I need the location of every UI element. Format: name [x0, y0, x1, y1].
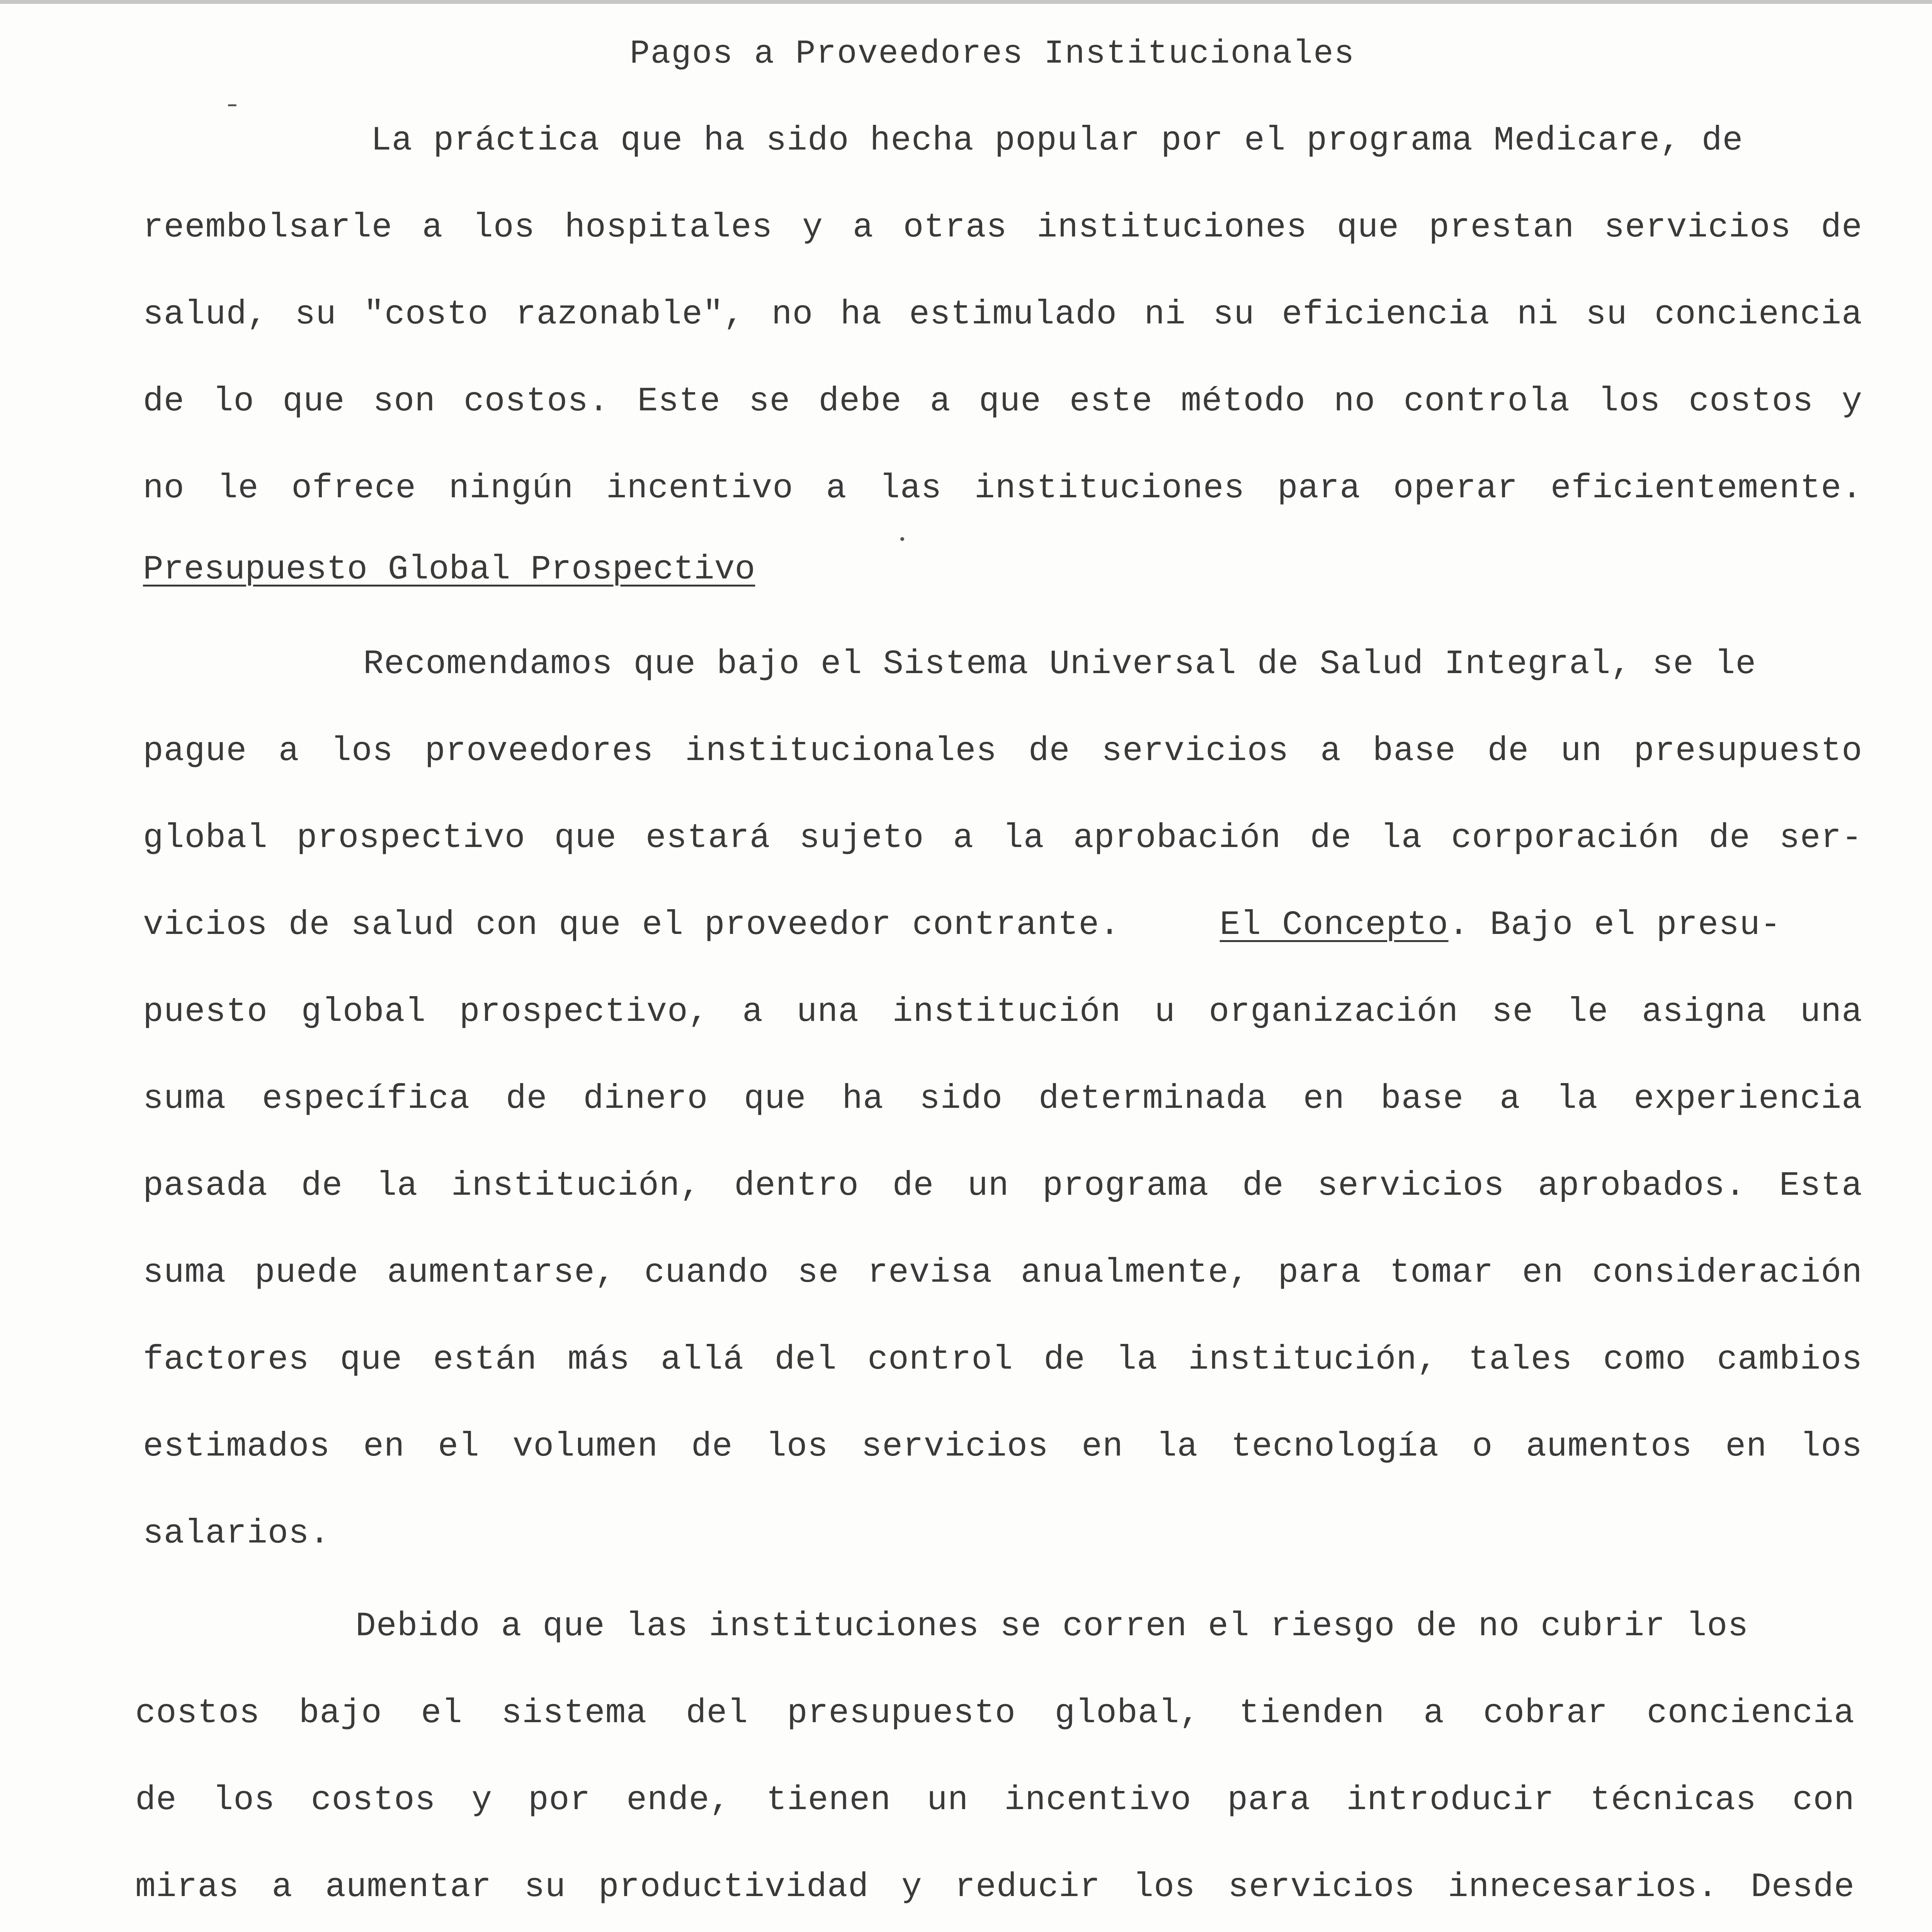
text-line: salarios. — [143, 1515, 330, 1553]
text-segment: . Bajo el presu- — [1448, 906, 1781, 944]
text-line: pasada de la institución, dentro de un programa de servicios aprobados. Esta — [143, 1167, 1862, 1205]
text-line: de los costos y por ende, tienen un incentivo para introducir técnicas con — [135, 1781, 1855, 1820]
scan-speck — [228, 104, 236, 106]
section-heading: Presupuesto Global Prospectivo — [143, 551, 755, 589]
text-line: Recomendamos que bajo el Sistema Universal de Salud Integral, se le — [363, 645, 1757, 684]
text-line: de lo que son costos. Este se debe a que este método no controla los costos y — [143, 383, 1862, 421]
text-line: salud, su "costo razonable", no ha estimulado ni su eficiencia ni su conciencia — [143, 296, 1862, 334]
text-line: no le ofrece ningún incentivo a las instituciones para operar eficientemente. — [143, 469, 1862, 508]
text-line: pague a los proveedores institucionales de servicios a base de un presupuesto — [143, 732, 1862, 770]
text-line: global prospectivo que estará sujeto a la aprobación de la corporación de ser- — [143, 819, 1862, 857]
text-line: suma puede aumentarse, cuando se revisa anualmente, para tomar en consideración — [143, 1254, 1862, 1292]
page-title: Pagos a Proveedores Institucionales — [630, 35, 1355, 73]
text-line: La práctica que ha sido hecha popular por el programa Medicare, de — [371, 122, 1743, 160]
text-line: miras a aumentar su productividad y reducir los servicios innecesarios. Desde — [135, 1868, 1855, 1906]
text-line: suma específica de dinero que ha sido determinada en base a la experiencia — [143, 1080, 1862, 1118]
text-line — [143, 906, 1862, 944]
text-line: puesto global prospectivo, a una institución u organización se le asigna una — [143, 993, 1862, 1031]
text-line: reembolsarle a los hospitales y a otras instituciones que prestan servicios de — [143, 209, 1862, 247]
text-line: Debido a que las instituciones se corren el riesgo de no cubrir los — [355, 1607, 1749, 1646]
text-segment: vicios de salud con que el proveedor contrante. — [143, 906, 1121, 944]
text-line: factores que están más allá del control de la institución, tales como cambios — [143, 1341, 1862, 1379]
concept-subheading: El Concepto — [1219, 906, 1449, 944]
scan-edge — [0, 0, 1932, 4]
scan-speck — [900, 537, 904, 541]
text-line: costos bajo el sistema del presupuesto global, tienden a cobrar conciencia — [135, 1694, 1855, 1733]
text-line: estimados en el volumen de los servicios en la tecnología o aumentos en los — [143, 1428, 1862, 1466]
